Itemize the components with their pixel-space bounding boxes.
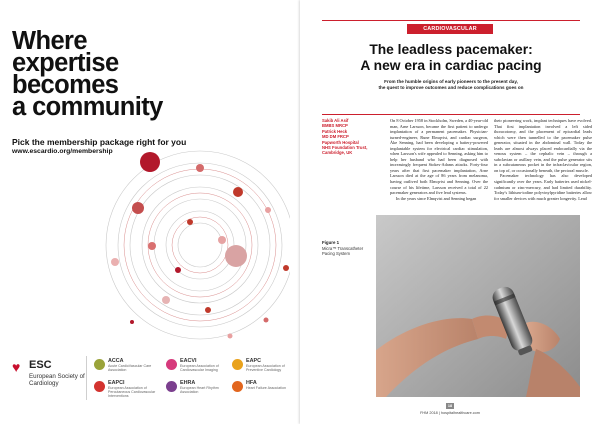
association-name: European Association of Percutaneous Cardiovascular Interventions (108, 386, 156, 399)
article-standfirst (340, 79, 562, 91)
association-logo-acca (94, 358, 166, 378)
figure-label: Figure 1 (322, 240, 340, 245)
association-name: European Association of Cardiovascular Imaging (180, 364, 219, 373)
author-line: Sakib Ali Asif (322, 118, 349, 123)
title-line: A new era in cardiac pacing (360, 58, 542, 73)
ad-tagline: Pick the membership package right for you (12, 137, 187, 147)
acca-icon (94, 359, 105, 370)
association-name: Heart Failure Association (246, 386, 286, 390)
association-name: European Heart Rhythm Association (180, 386, 219, 395)
affiliation-line: Cambridge, UK (322, 150, 353, 156)
pacemaker-photo (376, 215, 580, 397)
article-paragraph: their pioneering work, implant techniques have evolved. That first implantation involved a left sided thoracotomy, and the placement of epicardial leads which were then tunnelled to the pacemaker pulse generator, situated in the abdominal wall. Today the leads are almost always placed endocardially via the venous system – the cephalic vein – through a subclavian or axillary vein, and the pulse generator sits in a subcutaneous pocket in the infraclavicular region, on top of, or occasionally beneath, the pectoral muscle. (494, 118, 592, 173)
esc-acronym: ESC (29, 359, 52, 371)
association-acronym: EAPC (246, 358, 261, 364)
article-paragraph: In the years since Elmqvist and Senning began (396, 195, 477, 201)
page-footer: FHM 2018 | hospitalhealthcare.com (420, 411, 480, 415)
article-column-2 (494, 118, 592, 201)
esc-name: European Society of Cardiology (29, 373, 85, 388)
membership-link[interactable]: www.escardio.org/membership (12, 148, 113, 155)
author-line: MD DM FRCP (322, 134, 349, 140)
standfirst-line: From the humble origins of early pioneers to the present day, (384, 79, 518, 84)
association-logo-eapc (232, 358, 298, 378)
figure-caption: Micra™ Transcatheter Pacing System (322, 246, 364, 257)
headline-line: a community (12, 93, 163, 121)
affiliation-line: NHS Foundation Trust, (322, 145, 368, 151)
article-page (300, 0, 600, 424)
top-rule (322, 20, 580, 21)
author-line: BMBS MRCP (322, 123, 348, 129)
association-acronym: EACVI (180, 358, 197, 364)
section-rule (322, 114, 580, 115)
standfirst-line: the quest to improve outcomes and reduce complications goes on (378, 85, 524, 90)
association-acronym: EAPCI (108, 380, 125, 386)
esc-logo (12, 356, 85, 402)
logo-divider (86, 356, 87, 400)
eacvi-icon (166, 359, 177, 370)
association-logo-eacvi (166, 358, 238, 378)
hfa-icon (232, 381, 243, 392)
ehra-icon (166, 381, 177, 392)
concentric-circles-graphic (90, 150, 290, 355)
association-logo-hfa (232, 380, 298, 400)
association-acronym: ACCA (108, 358, 124, 364)
article-paragraph: Pacemaker technology has also developed significantly over the years. Early batteries used nickel-cadmium or zinc-mercury, and had limited durability. Today's lithium-iodine polyvinylpyridine batteries allow for smaller devices with much greater longevity. Lead (494, 173, 592, 201)
article-column-1 (390, 118, 488, 201)
eapci-icon (94, 381, 105, 392)
ad-headline (12, 27, 163, 121)
author-sidebar (322, 118, 382, 156)
association-name: Acute CardioVascular Care Association (108, 364, 152, 373)
headline-line: Where (12, 27, 87, 55)
headline-line: expertise (12, 49, 119, 77)
article-paragraph: On 8 October 1958 in Stockholm, Sweden, a 40-year-old man, Arne Larsson, became the first patient to undergo implantation of a permanent pacemaker. Physician-turned-engineer, Rune Elmqvist, and cardiac surgeon, Åke Senning, had been developing a battery-powered implantable system for electrical cardiac stimulation, when Larsson's wife appealed to Senning, asking him to help her husband who had been diagnosed with increasingly frequent Stokes-Adams attacks. Forty-four years after that first pacemaker implantation, Arne Larsson died at the age of 86 years from melanoma, having outlived both Elmqvist and Senning. Over the course of his lifetime, Larsson received a total of 22 pacemaker generators and five lead systems. (390, 118, 489, 196)
heart-icon: ♥ (12, 359, 21, 375)
title-line: The leadless pacemaker: (369, 42, 533, 57)
association-acronym: HFA (246, 380, 257, 386)
article-title (322, 42, 580, 74)
association-logo-ehra (166, 380, 238, 400)
eapc-icon (232, 359, 243, 370)
author-line: Patrick Heck (322, 128, 348, 134)
affiliation-line: Papworth Hospital (322, 139, 359, 145)
category-label: CARDIOVASCULAR (407, 24, 493, 34)
association-logo-eapci (94, 380, 166, 400)
association-acronym: EHRA (180, 380, 196, 386)
page-number: 18 (447, 404, 453, 408)
headline-line: becomes (12, 71, 119, 99)
association-name: European Association of Preventive Cardiology (246, 364, 285, 373)
